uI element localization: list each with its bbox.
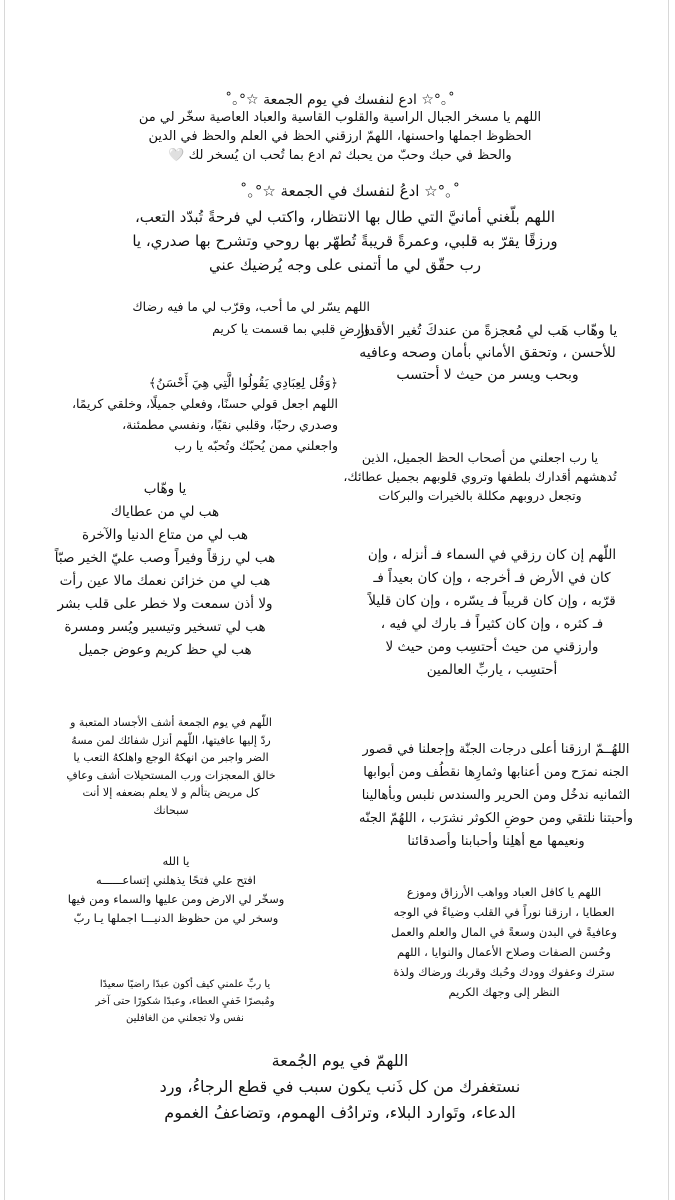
prayer-fortune	[300, 448, 660, 505]
prayer-wahhab	[15, 478, 315, 662]
text-line: العطايا ، ارزقنا نوراً في القلب وضياءً في الوجه	[393, 905, 615, 919]
text-line: خالق المعجزات ورب المستحيلات أشف وعافِ	[66, 768, 276, 782]
text-line: ومُبصرًا خَفيِ العطاء، وعبدًا شكورًا حتى آخر	[95, 996, 275, 1007]
text-line: النظر إلى وجهك الكريم	[448, 985, 560, 999]
text-line: اللهم يا مسخر الجبال الراسية والقلوب القاسية والعباد العاصية سخّر لي من	[138, 110, 542, 125]
text-line: فـ كثره ، وإن كان كثيراً فـ بارك لي فيه ،	[380, 616, 604, 632]
text-line: افتح علي فتحًا يذهلني إتساعــــــه	[96, 873, 256, 887]
text-line: ˚｡°☆ ادعُ لنفسك في الجمعة ☆°｡˚	[239, 182, 461, 200]
text-line: وسخّر لي الارض ومن عليها والسماء ومن فيها	[67, 892, 285, 906]
text-line: اللّهم إن كان رزقي في السماء فـ أنزله ، وإن	[367, 547, 617, 563]
text-line: اللهم يسّر لي ما أحب، وقرّب لي ما فيه رضاك	[132, 299, 370, 314]
text-line: هب لي من متاع الدنيا والآخرة	[82, 527, 248, 543]
text-line: أحتسِب ، ياربِّ العالمين	[426, 662, 558, 678]
prayer-wishes	[50, 205, 640, 277]
text-line: هب لي حظ كريم وعوض جميل	[78, 642, 252, 658]
frame-edge-left	[4, 0, 5, 1200]
text-line: ˚｡°☆ ادع لنفسك في يوم الجمعة ☆°｡˚	[225, 92, 455, 108]
text-line: هب لي تسخير وتيسير ويُسر ومسرة	[64, 619, 266, 635]
text-line: وارضِ قلبي بما قسمت يا كريم	[212, 321, 370, 336]
prayer-paradise	[325, 738, 667, 853]
text-line: اللّهم في يوم الجمعة أشف الأجساد المتعبة و	[70, 716, 272, 729]
text-line: وصدري رحبًا، وقلبي نقيًا، ونفسي مطمئنة،	[122, 417, 338, 432]
text-line: وارزقني من حيث أحتسِب ومن حيث لا	[385, 639, 599, 655]
text-line: اللهمّ في يوم الجُمعة	[271, 1051, 409, 1070]
text-line: هب لي رزقاً وفيراً وصب عليّ الخير صبّاً	[54, 550, 276, 566]
text-line: يا ربِّ علمني كيف أكون عبدًا راضيًا سعيدًا	[99, 979, 271, 990]
text-line: الجنه نمرَح ومن أعنابها وثمارِها نقطُف ومن أبوابها	[363, 765, 629, 780]
text-line: قرّبه ، وإن كان قريباً فـ يسّره ، وإن كان قليلاً	[368, 593, 616, 609]
text-line: نفس ولا تجعلني من الغافلين	[126, 1013, 244, 1024]
text-line: يا وهّاب	[143, 481, 187, 497]
text-line: ﴿وَقُل لِعِبَادِي يَقُولُوا الَّتِي هِيَ أَحْسَنُ﴾	[148, 375, 338, 390]
prayer-gratitude	[45, 976, 325, 1027]
prayer-ya-allah	[20, 852, 332, 928]
text-line: سترك وعفوك وودك وحُبك وقربك ورضاك ولذة	[393, 965, 615, 979]
text-line: اللهُــمّ ارزقنا أعلى درجات الجنّة وإجعلنا في قصور	[362, 742, 630, 757]
text-line: كان في الأرض فـ أخرجه ، وإن كان بعيداً فـ	[373, 570, 611, 586]
text-line: وأحبتنا نلتقي ومن حوضِ الكوثر نشرَب ، اللهُمّ الجنّه	[358, 811, 634, 826]
text-line: سبحانك	[153, 803, 189, 817]
text-line: اللهم يا كافل العباد وواهب الأرزاق وموزع	[406, 885, 602, 899]
text-line: هب لي من عطاياك	[110, 504, 220, 520]
text-line: الدعاء، وتَوارد البلاء، وترادُف الهموم، وتضاعفُ الغموم	[164, 1103, 516, 1122]
text-line: ورزقًا يقرّ به قلبي، وعمرةً قريبةً تُطهّر بها روحي وتشرح بها صدري، يا	[132, 232, 558, 250]
text-line: وبحب ويسر من حيث لا أحتسب	[396, 367, 579, 383]
frame-edge-right	[668, 0, 669, 1200]
text-line: تُدهشهم أقدارك بلطفها وتروي قلوبهم بجميل عطائك،	[343, 469, 617, 484]
text-line: وسخر لي من حظوظ الدنيـــا اجملها يـا ربّ	[73, 911, 279, 925]
text-line: الثمانيه ندخُل ومن الحرير والسندس نلبس وبأهالينا	[361, 788, 631, 803]
text-line: للأحسن ، وتحقق الأماني بأمان وصحه وعافيه	[359, 345, 616, 361]
text-line: الحظوظ اجملها واحسنها، اللهمّ ارزقني الحظ في العلم والحظ في الدين	[148, 129, 532, 144]
text-line: يا وهّاب هَب لي مُعجزةً من عندكَ تُغير الأقدار	[357, 323, 618, 339]
text-line: رب حقّق لي ما أتمنى على وجه يُرضيك عني	[209, 256, 481, 274]
text-line: وتجعل دروبهم مكللة بالخيرات والبركات	[378, 488, 582, 503]
text-line: والحظ في حبك وحبّ من يحبك ثم ادع بما تُحب ان يُسخر لك 🤍	[168, 148, 512, 163]
second-heading	[160, 180, 540, 202]
text-line: وحُسن الصفات وصلاح الأعمال والنوايا ، اللهم	[397, 945, 611, 959]
prayer-miracle	[315, 320, 660, 386]
text-line: نستغفرك من كل ذَنب يكون سبب في قطع الرجاءُ، ورد	[159, 1077, 521, 1096]
prayer-mountains	[60, 108, 620, 165]
text-line: وعافيةً في البدن وسعةً في المال والعلم والعمل	[391, 925, 617, 939]
text-line: الضر واجبر من انهكهُ الوجع واهلكهُ التعب يا	[73, 751, 269, 764]
prayer-healing	[10, 714, 332, 819]
text-line: واجعلني ممن يُحبّك وتُحبّه يا رب	[174, 438, 338, 453]
prayer-provision	[318, 544, 666, 682]
text-line: هب لي من خزائن نعمك مالا عين رأت	[59, 573, 271, 589]
text-line: ونعيمها مع أهلِنا وأحبابنا وأصدقائنا	[407, 834, 585, 849]
text-line: اللهم بلّغني أمانيَّ التي طال بها الانتظار، واكتب لي فرحةً تُبدّد التعب،	[134, 208, 556, 226]
text-line: اللهم اجعل قولي حسنًا، وفعلي جميلًا، وخلقي كريمًا،	[71, 396, 338, 411]
text-line: كل مريض يتألم و لا يعلم بضعفه إلا أنت	[82, 786, 260, 799]
text-line: ردّ إليها عافيتها، اللّهم أنزل شفائك لمن مسهُ	[71, 733, 271, 747]
prayer-forgiveness	[40, 1048, 640, 1126]
friday-heading	[130, 90, 550, 110]
text-line: يا رب اجعلني من أصحاب الحظ الجميل، الذين	[361, 450, 599, 465]
text-line: ولا أذن سمعت ولا خطر على قلب بشر	[57, 596, 273, 612]
text-line: يا الله	[162, 854, 190, 868]
prayer-guardian	[345, 882, 663, 1002]
prayer-speech	[10, 372, 338, 456]
